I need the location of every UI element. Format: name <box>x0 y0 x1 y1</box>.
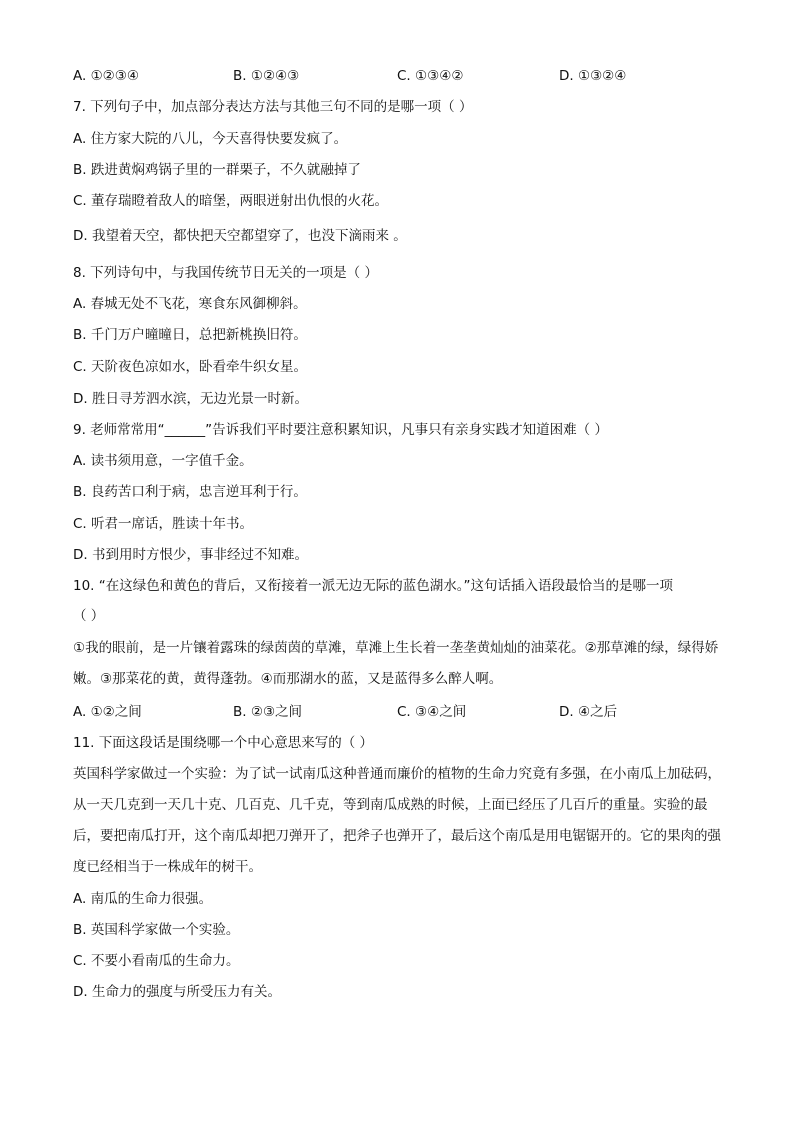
q10-stem-line2: （ ） <box>73 608 105 624</box>
q7-option-b: B. 跌进黄焖鸡锅子里的一群栗子，不久就融掉了 <box>73 162 361 178</box>
q9-stem: 9. 老师常常用“______”告诉我们平时要注意积累知识，凡事只有亲身实践才知道困难（ ） <box>73 422 608 438</box>
q11-passage: 英国科学家做过一个实验：为了试一试南瓜这种普通而廉价的植物的生命力究竟有多强，在小南瓜上加砝码，从一天几克到一天几十克、几百克、几千克，等到南瓜成熟的时候，上面已经压了几百斤的重量。实验的最后，要把南瓜打开，这个南瓜却把刀弹开了，把斧子也弹开了，最后这个南瓜是用电锯锯开的。它的果肉的强度已经相当于一株成年的树干。 <box>73 766 721 875</box>
q11-option-d: D. 生命力的强度与所受压力有关。 <box>73 984 281 1000</box>
q8-stem: 8. 下列诗句中，与我国传统节日无关的一项是（ ） <box>73 265 378 281</box>
q10-option-c: C. ③④之间 <box>397 704 467 720</box>
q11-option-b: B. 英国科学家做一个实验。 <box>73 922 240 938</box>
q6-option-b: B. ①②④③ <box>233 68 300 84</box>
q10-stem-line1: 10. “在这绿色和黄色的背后，又衔接着一派无边无际的蓝色湖水。”这句话插入语段最恰当的是哪一项 <box>73 578 673 594</box>
q6-option-c: C. ①③④② <box>397 68 464 84</box>
q7-stem: 7. 下列句子中，加点部分表达方法与其他三句不同的是哪一项（ ） <box>73 99 473 115</box>
q6-option-a: A. ①②③④ <box>73 68 139 84</box>
q9-option-c: C. 听君一席话，胜读十年书。 <box>73 516 254 532</box>
q9-option-d: D. 书到用时方恨少，事非经过不知难。 <box>73 547 308 563</box>
q10-option-b: B. ②③之间 <box>233 704 303 720</box>
q10-option-a: A. ①②之间 <box>73 704 142 720</box>
q10-passage: ①我的眼前，是一片镶着露珠的绿茵茵的草滩，草滩上生长着一垄垄黄灿灿的油菜花。②那草滩的绿，绿得娇嫩。③那菜花的黄，黄得蓬勃。④而那湖水的蓝，又是蓝得多么醉人啊。 <box>73 640 719 687</box>
q8-option-a: A. 春城无处不飞花，寒食东风御柳斜。 <box>73 296 307 312</box>
q8-option-d: D. 胜日寻芳泗水滨，无边光景一时新。 <box>73 391 308 407</box>
q6-option-d: D. ①③②④ <box>559 68 627 84</box>
q7-option-c: C. 董存瑞瞪着敌人的暗堡，两眼迸射出仇恨的火花。 <box>73 193 389 209</box>
q8-option-c: C. 天阶夜色凉如水，卧看牵牛织女星。 <box>73 359 308 375</box>
q11-stem: 11. 下面这段话是围绕哪一个中心意思来写的（ ） <box>73 735 374 751</box>
q10-option-d: D. ④之后 <box>559 704 618 720</box>
q8-option-b: B. 千门万户曈曈日，总把新桃换旧符。 <box>73 327 307 343</box>
q11-option-c: C. 不要小看南瓜的生命力。 <box>73 953 240 969</box>
q9-option-a: A. 读书须用意，一字值千金。 <box>73 453 253 469</box>
q11-option-a: A. 南瓜的生命力很强。 <box>73 891 213 907</box>
q7-option-a: A. 住方家大院的八儿，今天喜得快要发疯了。 <box>73 131 348 147</box>
q9-option-b: B. 良药苦口利于病，忠言逆耳利于行。 <box>73 484 307 500</box>
q7-option-d: D. 我望着天空，都快把天空都望穿了，也没下滴雨来 。 <box>73 228 407 244</box>
